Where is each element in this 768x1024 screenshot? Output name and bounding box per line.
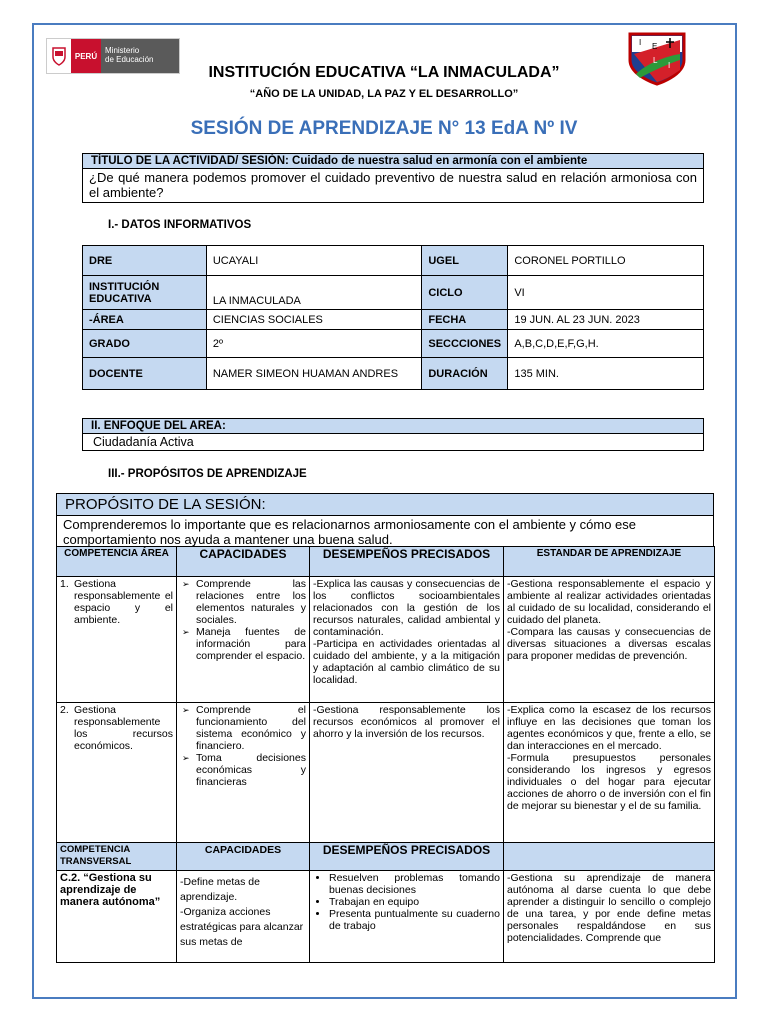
estandar-cell bbox=[504, 577, 715, 703]
enfoque-heading: II. ENFOQUE DEL AREA: bbox=[83, 419, 703, 434]
list-item: ➢ Comprende el funcionamiento del sistema económico y financiero. bbox=[196, 704, 306, 752]
list-item: ➢ Maneja fuentes de información para comprender el espacio. bbox=[196, 626, 306, 662]
competencias-table bbox=[56, 546, 715, 963]
institution-title: INSTITUCIÓN EDUCATIVA “LA INMACULADA” bbox=[208, 64, 560, 81]
crest-letter-i2: I bbox=[668, 61, 671, 70]
list-item: -Participa en actividades orientadas al cuidado del ambiente, y a la mitigación y adaptación al cambio climático de su localidad. bbox=[313, 638, 500, 686]
table-row bbox=[57, 871, 715, 963]
estandar-cell bbox=[504, 703, 715, 843]
datos-value: 19 JUN. AL 23 JUN. 2023 bbox=[508, 310, 704, 330]
peru-label: PERÚ bbox=[71, 39, 101, 73]
proposito-text: Comprenderemos lo importante que es relacionarnos armoniosamente con el ambiente y cómo ese comportamiento nos ayuda a mantener una buena salud. bbox=[63, 517, 637, 547]
competencia-transversal-cell bbox=[57, 871, 177, 963]
datos-row bbox=[83, 246, 704, 276]
desempenos-cell bbox=[310, 703, 504, 843]
competencia-item bbox=[60, 578, 173, 626]
list-item: -Formula presupuestos personales considerando los ingresos y egresos individuales o del hogar para ejecutar acciones de ahorro o de inversión con el fin de mejorar su bienestar y el de su familia. bbox=[507, 752, 711, 812]
header-competencia-transversal: COMPETENCIA TRANSVERSAL bbox=[57, 843, 177, 871]
enfoque-value: Ciudadanía Activa bbox=[93, 435, 194, 449]
competencia-cell bbox=[57, 703, 177, 843]
datos-label: -ÁREA bbox=[83, 310, 207, 330]
header-desempenos-2: DESEMPEÑOS PRECISADOS bbox=[310, 843, 504, 871]
list-item: ➢ Toma decisiones económicas y financieras bbox=[196, 752, 306, 788]
datos-value: A,B,C,D,E,F,G,H. bbox=[508, 330, 704, 358]
competencia-text: Gestiona responsablemente los recursos económicos. bbox=[74, 704, 173, 752]
session-title: SESIÓN DE APRENDIZAJE N° 13 EdA Nº IV bbox=[190, 118, 578, 139]
activity-title-box bbox=[82, 153, 704, 203]
table-header-row-2 bbox=[57, 843, 715, 871]
list-item: -Organiza acciones estratégicas para alcanzar sus metas de bbox=[180, 906, 304, 948]
header-capacidades: CAPACIDADES bbox=[177, 547, 310, 577]
desempenos-cell bbox=[310, 577, 504, 703]
competencia-number: 2. bbox=[60, 704, 69, 716]
list-item: • Trabajan en equipo bbox=[329, 896, 500, 908]
ministry-line-1: Ministerio bbox=[105, 46, 140, 55]
list-item: -Explica las causas y consecuencias de los conflictos socioambientales relacionados con la gestión de los recursos naturales, calidad ambiental y contaminación. bbox=[313, 578, 500, 638]
datos-label: DOCENTE bbox=[83, 358, 207, 390]
list-item: ➢ Comprende las relaciones entre los elementos naturales y sociales. bbox=[196, 578, 306, 626]
year-motto: “AÑO DE LA UNIDAD, LA PAZ Y EL DESARROLLO” bbox=[249, 88, 519, 100]
datos-label: DRE bbox=[83, 246, 207, 276]
header-capacidades-2: CAPACIDADES bbox=[177, 843, 310, 871]
datos-label: GRADO bbox=[83, 330, 207, 358]
datos-label: FECHA bbox=[422, 310, 508, 330]
ministry-line-2: de Educación bbox=[105, 55, 154, 64]
header-estandar: ESTANDAR DE APRENDIZAJE bbox=[504, 547, 715, 577]
crest-letter-l: L bbox=[653, 56, 658, 65]
header-desempenos: DESEMPEÑOS PRECISADOS bbox=[310, 547, 504, 577]
capacidades-cell bbox=[177, 577, 310, 703]
table-header-row bbox=[57, 547, 715, 577]
datos-value: VI bbox=[508, 276, 704, 310]
datos-value: CIENCIAS SOCIALES bbox=[206, 310, 422, 330]
list-item: -Compara las causas y consecuencias de diversas situaciones a diversas escalas para proponer medidas de prevención. bbox=[507, 626, 711, 662]
propositos-heading: III.- PROPÓSITOS DE APRENDIZAJE bbox=[108, 468, 307, 480]
table-row bbox=[57, 703, 715, 843]
table-row bbox=[57, 577, 715, 703]
header-empty bbox=[504, 843, 715, 871]
datos-value: NAMER SIMEON HUAMAN ANDRES bbox=[206, 358, 422, 390]
datos-label: DURACIÓN bbox=[422, 358, 508, 390]
datos-row bbox=[83, 276, 704, 310]
datos-value: CORONEL PORTILLO bbox=[508, 246, 704, 276]
crest-letter-i1: I bbox=[639, 38, 642, 47]
datos-label: SECCCIONES bbox=[422, 330, 508, 358]
list-item: -Gestiona responsablemente los recursos económicos al promover el ahorro y la inversión de los recursos. bbox=[313, 704, 500, 740]
list-item: • Resuelven problemas tomando buenas decisiones bbox=[329, 872, 500, 896]
datos-label: UGEL bbox=[422, 246, 508, 276]
header-competencia: COMPETENCIA ÁREA bbox=[57, 547, 177, 577]
estandar-cell: -Gestiona su aprendizaje de manera autónoma al darse cuenta lo que debe aprender a distinguir lo sencillo o complejo de una tarea, y por ende define metas personales respaldándose en sus potencialidades. Comprende que bbox=[504, 871, 715, 963]
datos-heading: I.- DATOS INFORMATIVOS bbox=[108, 219, 252, 231]
activity-question: ¿De qué manera podemos promover el cuidado preventivo de nuestra salud en relación armoniosa con el ambiente? bbox=[89, 170, 697, 200]
proposito-box bbox=[56, 493, 714, 549]
datos-label: CICLO bbox=[422, 276, 508, 310]
crest-letter-e: E bbox=[652, 42, 658, 51]
datos-label: INSTITUCIÓN EDUCATIVA bbox=[83, 276, 207, 310]
competencia-number: 1. bbox=[60, 578, 69, 590]
capacidades-cell bbox=[177, 871, 310, 963]
capacidades-cell bbox=[177, 703, 310, 843]
datos-table bbox=[82, 245, 704, 390]
datos-value: LA INMACULADA bbox=[206, 276, 422, 310]
datos-value: 135 MIN. bbox=[508, 358, 704, 390]
datos-row bbox=[83, 330, 704, 358]
list-item: -Gestiona responsablemente el espacio y ambiente al realizar actividades orientadas al cuidado de su localidad, considerando el cuidado del planeta. bbox=[507, 578, 711, 626]
datos-value: UCAYALI bbox=[206, 246, 422, 276]
competencia-transversal-text: C.2. “Gestiona su aprendizaje de manera autónoma” bbox=[60, 872, 161, 908]
datos-row bbox=[83, 358, 704, 390]
desempenos-cell bbox=[310, 871, 504, 963]
competencia-text: Gestiona responsablemente el espacio y el ambiente. bbox=[74, 578, 173, 626]
list-item: • Presenta puntualmente su cuaderno de trabajo bbox=[329, 908, 500, 932]
datos-row bbox=[83, 310, 704, 330]
datos-value: 2º bbox=[206, 330, 422, 358]
list-item: -Explica como la escasez de los recursos influye en las decisiones que toman los agentes económicos y que, frente a ello, se dan interacciones en el mercado. bbox=[507, 704, 711, 752]
competencia-item bbox=[60, 704, 173, 752]
competencia-cell bbox=[57, 577, 177, 703]
list-item: -Define metas de aprendizaje. bbox=[180, 876, 260, 903]
enfoque-box bbox=[82, 418, 704, 451]
proposito-heading: PROPÓSITO DE LA SESIÓN: bbox=[57, 494, 713, 516]
activity-title: TÍTULO DE LA ACTIVIDAD/ SESIÓN: Cuidado de nuestra salud en armonía con el ambiente bbox=[83, 154, 703, 169]
